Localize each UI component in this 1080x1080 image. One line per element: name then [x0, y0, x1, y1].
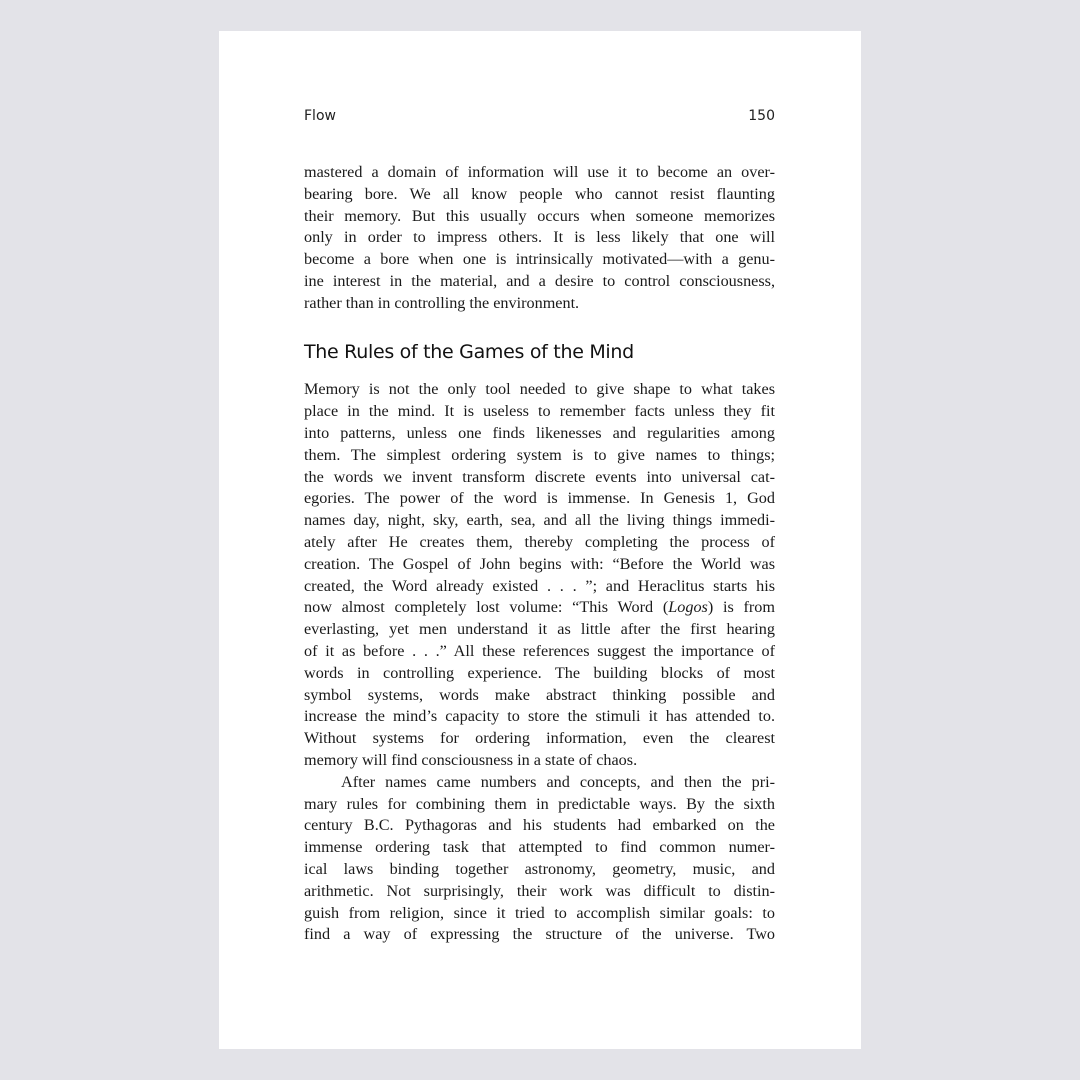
text-line: ine interest in the material, and a desire to control consciousness, — [304, 271, 775, 290]
text-line: find a way of expressing the structure of the universe. Two — [304, 925, 775, 944]
text-line: memory will find consciousness in a state of chaos. — [304, 750, 638, 769]
text-line: everlasting, yet men understand it as little after the first hearing — [304, 620, 775, 639]
text-line: increase the mind’s capacity to store the stimuli it has attended to. — [304, 707, 775, 726]
text-line: century B.C. Pythagoras and his students had embarked on the — [304, 816, 775, 835]
text-line: become a bore when one is intrinsically motivated—with a genu- — [304, 250, 775, 269]
text-line: creation. The Gospel of John begins with: “Before the World was — [304, 554, 775, 573]
text-line: guish from religion, since it tried to accomplish similar goals: to — [304, 903, 775, 922]
logos-italic: Logos — [668, 598, 708, 617]
text-line: of it as before . . .” All these references suggest the importance of — [304, 641, 775, 660]
running-title: Flow — [304, 108, 336, 124]
text-line: the words we invent transform discrete events into universal cat- — [304, 467, 775, 486]
paragraph-1 — [304, 162, 775, 315]
text-line: arithmetic. Not surprisingly, their work was difficult to distin- — [304, 881, 775, 900]
text-line: only in order to impress others. It is less likely that one will — [304, 228, 775, 247]
text-line: bearing bore. We all know people who cannot resist flaunting — [304, 184, 775, 203]
paragraph-2 — [304, 379, 775, 771]
text-line: symbol systems, words make abstract thinking possible and — [304, 685, 775, 704]
text-line: egories. The power of the word is immense. In Genesis 1, God — [304, 489, 775, 508]
text-line: Without systems for ordering information, even the clearest — [304, 729, 775, 748]
book-page — [219, 31, 861, 1049]
text-line: names day, night, sky, earth, sea, and all the living things immedi- — [304, 511, 775, 530]
body-text — [304, 162, 775, 946]
text-line: created, the Word already existed . . . ”; and Heraclitus starts his — [304, 576, 775, 595]
section-heading: The Rules of the Games of the Mind — [304, 340, 634, 363]
logos-line-after: ) is from — [707, 598, 775, 617]
text-line: mastered a domain of information will use it to become an over- — [304, 163, 775, 181]
text-line: immense ordering task that attempted to find common numer- — [304, 838, 775, 857]
text-line: their memory. But this usually occurs when someone memorizes — [304, 206, 775, 225]
logos-line-before: now almost completely lost volume: “This Word ( — [304, 598, 669, 617]
text-line-logos — [304, 597, 775, 619]
text-line: Memory is not the only tool needed to give shape to what takes — [304, 380, 775, 399]
text-line: ical laws binding together astronomy, geometry, music, and — [304, 859, 775, 878]
paragraph-3 — [304, 772, 775, 946]
page-number: 150 — [748, 108, 775, 124]
text-line: them. The simplest ordering system is to give names to things; — [304, 445, 775, 464]
text-line: rather than in controlling the environment. — [304, 293, 580, 312]
running-header — [304, 108, 775, 124]
text-line: into patterns, unless one finds likenesses and regularities among — [304, 423, 775, 442]
text-line: words in controlling experience. The building blocks of most — [304, 663, 775, 682]
text-line: mary rules for combining them in predictable ways. By the sixth — [304, 794, 775, 813]
text-line: After names came numbers and concepts, and then the pri- — [341, 772, 775, 791]
text-line: place in the mind. It is useless to remember facts unless they fit — [304, 402, 775, 421]
text-line: ately after He creates them, thereby completing the process of — [304, 532, 775, 551]
